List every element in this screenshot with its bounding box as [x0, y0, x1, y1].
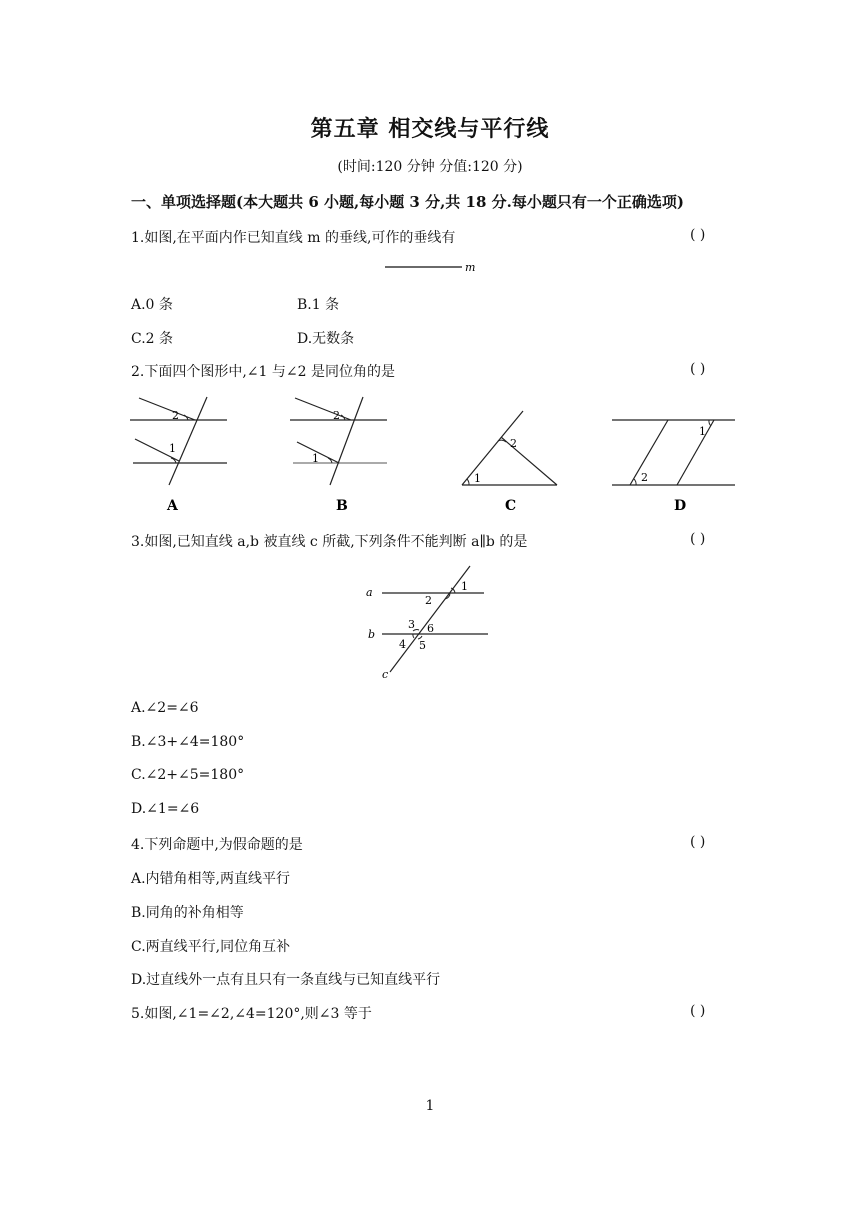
line-label: m	[465, 261, 476, 274]
q4-option-b: B.同角的补角相等	[131, 905, 244, 921]
q1-option-d: D.无数条	[297, 331, 355, 347]
section-heading: 一、单项选择题(本大题共 6 小题,每小题 3 分,共 18 分.每小题只有一个正确选项)	[131, 193, 684, 211]
angle-2-label: 2	[641, 471, 648, 484]
figure-b	[290, 397, 387, 514]
caption-b: B	[336, 498, 348, 514]
q4-option-d: D.过直线外一点有且只有一条直线与已知直线平行	[131, 972, 441, 988]
figure-c	[462, 411, 557, 514]
line-c-label: c	[382, 668, 389, 681]
angle-1-label: 1	[461, 580, 468, 593]
question-1-text: 1.如图,在平面内作已知直线 m 的垂线,可作的垂线有	[131, 230, 456, 246]
page-title: 第五章 相交线与平行线	[310, 116, 550, 142]
q1-option-c: C.2 条	[131, 331, 174, 347]
figure-d	[612, 420, 735, 514]
q1-option-b: B.1 条	[297, 297, 340, 313]
caption-d: D	[674, 498, 687, 514]
q2-figures	[125, 390, 745, 518]
answer-blank: ( )	[690, 227, 706, 243]
q3-option-b: B.∠3+∠4=180°	[131, 734, 245, 750]
angle-1-label: 1	[169, 442, 176, 455]
angle-2-label: 2	[425, 594, 432, 607]
answer-blank: ( )	[690, 361, 706, 377]
caption-a: A	[167, 498, 178, 514]
angle-2-label: 2	[333, 409, 340, 422]
line-a-label: a	[366, 586, 373, 599]
angle-2-label: 2	[172, 409, 179, 422]
angle-4-label: 4	[399, 638, 406, 651]
q1-option-a: A.0 条	[131, 297, 173, 313]
q3-option-c: C.∠2+∠5=180°	[131, 767, 245, 783]
exam-info: (时间:120 分钟 分值:120 分)	[337, 159, 523, 175]
question-4-text: 4.下列命题中,为假命题的是	[131, 837, 303, 853]
page-number: 1	[425, 1098, 435, 1114]
answer-blank: ( )	[690, 834, 706, 850]
angle-6-label: 6	[427, 622, 434, 635]
line-b-label: b	[368, 628, 376, 641]
figure-a	[130, 397, 227, 514]
angle-3-label: 3	[408, 618, 415, 631]
angle-5-label: 5	[419, 639, 426, 652]
q4-option-a: A.内错角相等,两直线平行	[131, 871, 291, 887]
q4-option-c: C.两直线平行,同位角互补	[131, 939, 291, 955]
question-5-text: 5.如图,∠1=∠2,∠4=120°,则∠3 等于	[131, 1006, 372, 1022]
question-3-text: 3.如图,已知直线 a,b 被直线 c 所截,下列条件不能判断 a∥b 的是	[131, 534, 528, 550]
q3-option-a: A.∠2=∠6	[131, 700, 199, 716]
q3-figure	[360, 560, 500, 682]
answer-blank: ( )	[690, 531, 706, 547]
angle-1-label: 1	[474, 472, 481, 485]
angle-1-label: 1	[699, 425, 706, 438]
answer-blank: ( )	[690, 1003, 706, 1019]
angle-2-label: 2	[510, 437, 517, 450]
angle-1-label: 1	[312, 452, 319, 465]
q1-figure	[380, 257, 490, 279]
caption-c: C	[505, 498, 517, 514]
question-2-text: 2.下面四个图形中,∠1 与∠2 是同位角的是	[131, 364, 395, 380]
q3-option-d: D.∠1=∠6	[131, 801, 200, 817]
